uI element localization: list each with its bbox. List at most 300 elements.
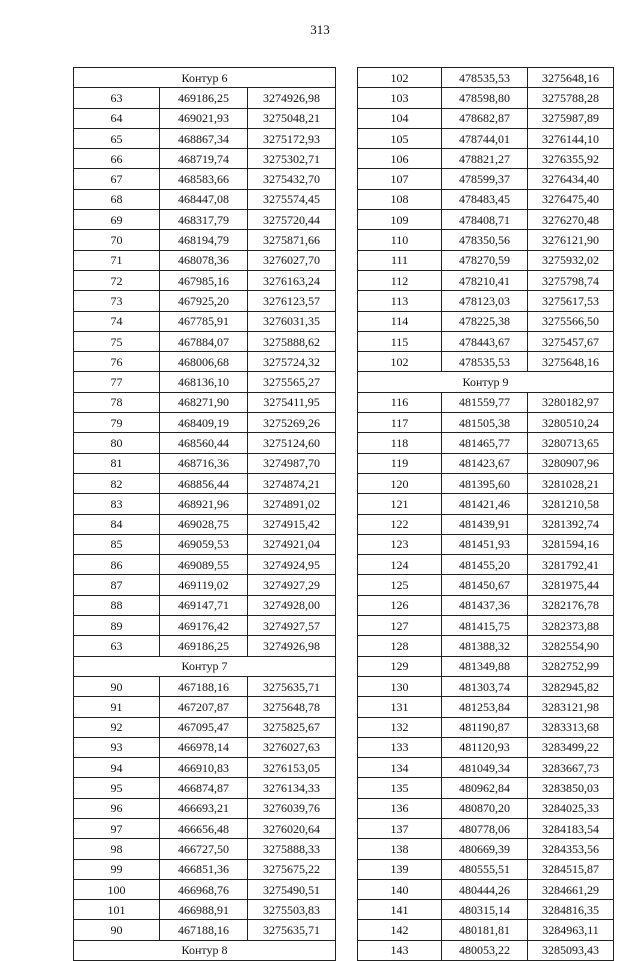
x-coordinate-cell: 468867,34 [160,128,248,148]
coordinates-table-left [73,67,336,961]
table-row [358,737,614,757]
point-number-cell: 66 [74,149,160,169]
x-coordinate-cell: 467925,20 [160,291,248,311]
table-row [74,595,336,615]
y-coordinate-cell: 3284816,35 [528,900,614,920]
x-coordinate-cell: 481439,91 [442,514,528,534]
x-coordinate-cell: 468194,79 [160,230,248,250]
y-coordinate-cell: 3275574,45 [248,189,336,209]
y-coordinate-cell: 3275825,67 [248,717,336,737]
table-row [358,392,614,412]
x-coordinate-cell: 466693,21 [160,798,248,818]
x-coordinate-cell: 469186,25 [160,636,248,656]
table-row [358,453,614,473]
x-coordinate-cell: 480181,81 [442,920,528,940]
x-coordinate-cell: 481395,60 [442,473,528,493]
x-coordinate-cell: 469028,75 [160,514,248,534]
y-coordinate-cell: 3281028,21 [528,473,614,493]
x-coordinate-cell: 478123,03 [442,291,528,311]
point-number-cell: 84 [74,514,160,534]
x-coordinate-cell: 469147,71 [160,595,248,615]
y-coordinate-cell: 3274874,21 [248,473,336,493]
x-coordinate-cell: 468856,44 [160,473,248,493]
y-coordinate-cell: 3275635,71 [248,676,336,696]
y-coordinate-cell: 3284963,11 [528,920,614,940]
y-coordinate-cell: 3275617,53 [528,291,614,311]
y-coordinate-cell: 3275411,95 [248,392,336,412]
point-number-cell: 100 [74,879,160,899]
y-coordinate-cell: 3282554,90 [528,636,614,656]
y-coordinate-cell: 3276027,70 [248,250,336,270]
point-number-cell: 112 [358,270,442,290]
table-row [358,149,614,169]
x-coordinate-cell: 466968,76 [160,879,248,899]
y-coordinate-cell: 3282752,99 [528,656,614,676]
y-coordinate-cell: 3282176,78 [528,595,614,615]
y-coordinate-cell: 3276434,40 [528,169,614,189]
table-row [358,169,614,189]
table-row [74,494,336,514]
x-coordinate-cell: 481303,74 [442,676,528,696]
point-number-cell: 132 [358,717,442,737]
table-row [358,210,614,230]
y-coordinate-cell: 3276163,24 [248,270,336,290]
point-number-cell: 135 [358,778,442,798]
y-coordinate-cell: 3276153,05 [248,758,336,778]
point-number-cell: 97 [74,818,160,838]
y-coordinate-cell: 3275269,26 [248,413,336,433]
y-coordinate-cell: 3275172,93 [248,128,336,148]
y-coordinate-cell: 3274928,00 [248,595,336,615]
x-coordinate-cell: 469089,55 [160,555,248,575]
x-coordinate-cell: 469059,53 [160,534,248,554]
point-number-cell: 111 [358,250,442,270]
table-row [358,656,614,676]
point-number-cell: 93 [74,737,160,757]
x-coordinate-cell: 469176,42 [160,616,248,636]
point-number-cell: 92 [74,717,160,737]
point-number-cell: 141 [358,900,442,920]
y-coordinate-cell: 3275048,21 [248,108,336,128]
point-number-cell: 72 [74,270,160,290]
y-coordinate-cell: 3284025,33 [528,798,614,818]
table-row [358,920,614,940]
table-row [358,331,614,351]
y-coordinate-cell: 3275432,70 [248,169,336,189]
y-coordinate-cell: 3275720,44 [248,210,336,230]
table-row [74,737,336,757]
point-number-cell: 139 [358,859,442,879]
y-coordinate-cell: 3280510,24 [528,413,614,433]
y-coordinate-cell: 3280907,96 [528,453,614,473]
y-coordinate-cell: 3281594,16 [528,534,614,554]
x-coordinate-cell: 481455,20 [442,555,528,575]
table-row [74,920,336,940]
x-coordinate-cell: 468271,90 [160,392,248,412]
table-row [74,230,336,250]
y-coordinate-cell: 3276121,90 [528,230,614,250]
x-coordinate-cell: 467188,16 [160,676,248,696]
table-row [358,128,614,148]
x-coordinate-cell: 481388,32 [442,636,528,656]
point-number-cell: 63 [74,88,160,108]
table-row [358,270,614,290]
x-coordinate-cell: 469119,02 [160,575,248,595]
x-coordinate-cell: 478682,87 [442,108,528,128]
y-coordinate-cell: 3282373,88 [528,616,614,636]
point-number-cell: 102 [358,352,442,372]
point-number-cell: 121 [358,494,442,514]
y-coordinate-cell: 3275788,28 [528,88,614,108]
y-coordinate-cell: 3284515,87 [528,859,614,879]
contour-header: Контур 6 [74,68,336,88]
coordinates-table-right [357,67,614,961]
x-coordinate-cell: 478210,41 [442,270,528,290]
x-coordinate-cell: 480555,51 [442,859,528,879]
x-coordinate-cell: 478225,38 [442,311,528,331]
table-row [74,636,336,656]
table-row [74,798,336,818]
x-coordinate-cell: 467188,16 [160,920,248,940]
x-coordinate-cell: 478350,56 [442,230,528,250]
point-number-cell: 95 [74,778,160,798]
table-row [358,68,614,88]
table-row [74,311,336,331]
table-row [74,575,336,595]
x-coordinate-cell: 478599,37 [442,169,528,189]
table-row [358,859,614,879]
table-row [358,879,614,899]
x-coordinate-cell: 481120,93 [442,737,528,757]
x-coordinate-cell: 481559,77 [442,392,528,412]
x-coordinate-cell: 466656,48 [160,818,248,838]
x-coordinate-cell: 478535,53 [442,68,528,88]
x-coordinate-cell: 478744,01 [442,128,528,148]
x-coordinate-cell: 480315,14 [442,900,528,920]
table-row [74,534,336,554]
point-number-cell: 127 [358,616,442,636]
table-row [74,859,336,879]
y-coordinate-cell: 3280182,97 [528,392,614,412]
point-number-cell: 143 [358,940,442,960]
y-coordinate-cell: 3276355,92 [528,149,614,169]
point-number-cell: 64 [74,108,160,128]
y-coordinate-cell: 3275932,02 [528,250,614,270]
point-number-cell: 115 [358,331,442,351]
y-coordinate-cell: 3281210,58 [528,494,614,514]
point-number-cell: 123 [358,534,442,554]
y-coordinate-cell: 3276144,10 [528,128,614,148]
point-number-cell: 140 [358,879,442,899]
y-coordinate-cell: 3274891,02 [248,494,336,514]
point-number-cell: 75 [74,331,160,351]
table-row [358,494,614,514]
x-coordinate-cell: 481465,77 [442,433,528,453]
point-number-cell: 129 [358,656,442,676]
table-row [74,149,336,169]
table-row [358,291,614,311]
x-coordinate-cell: 468078,36 [160,250,248,270]
x-coordinate-cell: 481450,67 [442,575,528,595]
contour-header-row [74,68,336,88]
table-row [74,555,336,575]
point-number-cell: 77 [74,372,160,392]
x-coordinate-cell: 467095,47 [160,717,248,737]
x-coordinate-cell: 478535,53 [442,352,528,372]
point-number-cell: 78 [74,392,160,412]
table-row [74,413,336,433]
table-row [358,88,614,108]
point-number-cell: 125 [358,575,442,595]
y-coordinate-cell: 3275888,33 [248,839,336,859]
point-number-cell: 81 [74,453,160,473]
x-coordinate-cell: 481190,87 [442,717,528,737]
y-coordinate-cell: 3284353,56 [528,839,614,859]
y-coordinate-cell: 3275124,60 [248,433,336,453]
x-coordinate-cell: 481505,38 [442,413,528,433]
contour-header: Контур 8 [74,940,336,960]
contour-header: Контур 9 [358,372,614,392]
y-coordinate-cell: 3275302,71 [248,149,336,169]
point-number-cell: 88 [74,595,160,615]
point-number-cell: 87 [74,575,160,595]
y-coordinate-cell: 3276020,64 [248,818,336,838]
point-number-cell: 101 [74,900,160,920]
table-row [74,616,336,636]
table-row [358,473,614,493]
y-coordinate-cell: 3274926,98 [248,636,336,656]
point-number-cell: 79 [74,413,160,433]
x-coordinate-cell: 478270,59 [442,250,528,270]
table-row [74,514,336,534]
x-coordinate-cell: 480444,26 [442,879,528,899]
x-coordinate-cell: 481415,75 [442,616,528,636]
y-coordinate-cell: 3281392,74 [528,514,614,534]
point-number-cell: 73 [74,291,160,311]
y-coordinate-cell: 3276031,35 [248,311,336,331]
x-coordinate-cell: 468447,08 [160,189,248,209]
table-row [358,352,614,372]
point-number-cell: 67 [74,169,160,189]
table-row [358,108,614,128]
point-number-cell: 89 [74,616,160,636]
table-row [358,636,614,656]
y-coordinate-cell: 3274915,42 [248,514,336,534]
point-number-cell: 126 [358,595,442,615]
point-number-cell: 107 [358,169,442,189]
x-coordinate-cell: 468409,19 [160,413,248,433]
x-coordinate-cell: 468716,36 [160,453,248,473]
point-number-cell: 128 [358,636,442,656]
table-row [358,900,614,920]
table-row [74,778,336,798]
x-coordinate-cell: 481253,84 [442,697,528,717]
point-number-cell: 105 [358,128,442,148]
x-coordinate-cell: 469021,93 [160,108,248,128]
y-coordinate-cell: 3275457,67 [528,331,614,351]
y-coordinate-cell: 3274927,29 [248,575,336,595]
table-row [74,392,336,412]
x-coordinate-cell: 466874,87 [160,778,248,798]
x-coordinate-cell: 468317,79 [160,210,248,230]
page-number: 313 [310,22,330,37]
point-number-cell: 110 [358,230,442,250]
y-coordinate-cell: 3275888,62 [248,331,336,351]
point-number-cell: 118 [358,433,442,453]
contour-header-row [74,656,336,676]
point-number-cell: 65 [74,128,160,148]
point-number-cell: 117 [358,413,442,433]
point-number-cell: 76 [74,352,160,372]
x-coordinate-cell: 466978,14 [160,737,248,757]
point-number-cell: 86 [74,555,160,575]
y-coordinate-cell: 3274927,57 [248,616,336,636]
table-row [74,697,336,717]
table-row [358,940,614,960]
table-row [74,839,336,859]
point-number-cell: 142 [358,920,442,940]
point-number-cell: 83 [74,494,160,514]
table-row [358,514,614,534]
point-number-cell: 113 [358,291,442,311]
y-coordinate-cell: 3274987,70 [248,453,336,473]
table-row [358,555,614,575]
table-row [74,250,336,270]
contour-header-row [74,940,336,960]
y-coordinate-cell: 3274924,95 [248,555,336,575]
point-number-cell: 102 [358,68,442,88]
point-number-cell: 131 [358,697,442,717]
x-coordinate-cell: 480053,22 [442,940,528,960]
y-coordinate-cell: 3276039,76 [248,798,336,818]
table-row [358,839,614,859]
point-number-cell: 109 [358,210,442,230]
y-coordinate-cell: 3275503,83 [248,900,336,920]
table-row [358,230,614,250]
y-coordinate-cell: 3285093,43 [528,940,614,960]
table-row [74,331,336,351]
y-coordinate-cell: 3274921,04 [248,534,336,554]
y-coordinate-cell: 3276270,48 [528,210,614,230]
y-coordinate-cell: 3281975,44 [528,575,614,595]
y-coordinate-cell: 3276027,63 [248,737,336,757]
x-coordinate-cell: 467985,16 [160,270,248,290]
table-row [74,291,336,311]
point-number-cell: 134 [358,758,442,778]
x-coordinate-cell: 480669,39 [442,839,528,859]
x-coordinate-cell: 481437,36 [442,595,528,615]
table-row [74,352,336,372]
x-coordinate-cell: 467785,91 [160,311,248,331]
contour-header-row [358,372,614,392]
table-row [74,900,336,920]
point-number-cell: 119 [358,453,442,473]
table-row [358,250,614,270]
x-coordinate-cell: 466851,36 [160,859,248,879]
point-number-cell: 69 [74,210,160,230]
x-coordinate-cell: 481451,93 [442,534,528,554]
table-row [74,879,336,899]
table-row [74,88,336,108]
point-number-cell: 137 [358,818,442,838]
point-number-cell: 138 [358,839,442,859]
table-row [74,189,336,209]
x-coordinate-cell: 468136,10 [160,372,248,392]
x-coordinate-cell: 480870,20 [442,798,528,818]
point-number-cell: 108 [358,189,442,209]
y-coordinate-cell: 3275648,16 [528,68,614,88]
point-number-cell: 136 [358,798,442,818]
x-coordinate-cell: 467884,07 [160,331,248,351]
x-coordinate-cell: 481421,46 [442,494,528,514]
point-number-cell: 63 [74,636,160,656]
y-coordinate-cell: 3275565,27 [248,372,336,392]
table-row [74,372,336,392]
y-coordinate-cell: 3275490,51 [248,879,336,899]
x-coordinate-cell: 468921,96 [160,494,248,514]
y-coordinate-cell: 3276123,57 [248,291,336,311]
point-number-cell: 82 [74,473,160,493]
table-row [74,676,336,696]
point-number-cell: 90 [74,920,160,940]
x-coordinate-cell: 481423,67 [442,453,528,473]
table-row [358,758,614,778]
y-coordinate-cell: 3275987,89 [528,108,614,128]
table-row [74,433,336,453]
table-row [358,575,614,595]
x-coordinate-cell: 468006,68 [160,352,248,372]
table-row [74,758,336,778]
point-number-cell: 98 [74,839,160,859]
y-coordinate-cell: 3275798,74 [528,270,614,290]
y-coordinate-cell: 3276475,40 [528,189,614,209]
y-coordinate-cell: 3275871,66 [248,230,336,250]
table-row [358,616,614,636]
point-number-cell: 116 [358,392,442,412]
x-coordinate-cell: 478443,67 [442,331,528,351]
table-row [358,433,614,453]
y-coordinate-cell: 3283313,68 [528,717,614,737]
point-number-cell: 130 [358,676,442,696]
x-coordinate-cell: 466988,91 [160,900,248,920]
x-coordinate-cell: 467207,87 [160,697,248,717]
table-row [74,108,336,128]
table-row [74,128,336,148]
x-coordinate-cell: 466910,83 [160,758,248,778]
y-coordinate-cell: 3282945,82 [528,676,614,696]
point-number-cell: 104 [358,108,442,128]
point-number-cell: 68 [74,189,160,209]
x-coordinate-cell: 468560,44 [160,433,248,453]
point-number-cell: 120 [358,473,442,493]
table-row [358,534,614,554]
table-row [74,717,336,737]
x-coordinate-cell: 466727,50 [160,839,248,859]
y-coordinate-cell: 3275648,78 [248,697,336,717]
y-coordinate-cell: 3283850,03 [528,778,614,798]
table-row [358,189,614,209]
point-number-cell: 70 [74,230,160,250]
y-coordinate-cell: 3281792,41 [528,555,614,575]
x-coordinate-cell: 481349,88 [442,656,528,676]
point-number-cell: 74 [74,311,160,331]
table-row [358,798,614,818]
table-row [358,697,614,717]
y-coordinate-cell: 3275648,16 [528,352,614,372]
point-number-cell: 114 [358,311,442,331]
x-coordinate-cell: 481049,34 [442,758,528,778]
point-number-cell: 99 [74,859,160,879]
